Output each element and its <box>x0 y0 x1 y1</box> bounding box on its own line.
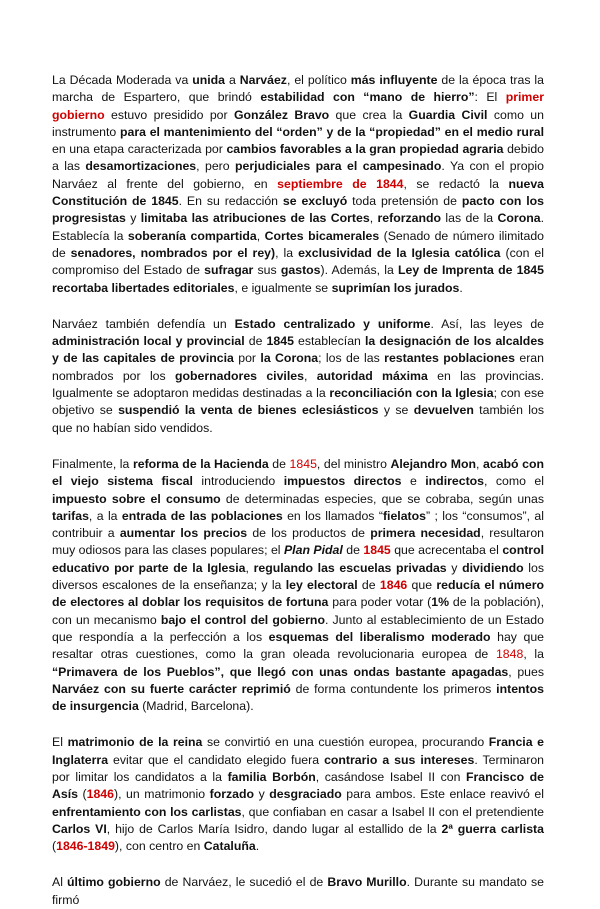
text-run: , se redactó la <box>403 176 509 191</box>
text-run: para poder votar ( <box>328 595 432 610</box>
bold-text: suspendió la venta de bienes eclesiásticos <box>118 403 379 418</box>
text-run: los diversos escalones de la enseñanza; y la <box>52 560 545 593</box>
text-run: de <box>268 456 290 471</box>
text-run: . Establecía la <box>52 211 544 243</box>
text-run: , <box>256 228 265 243</box>
text-run: , resultaron muy odiosos para las clases populares; el <box>52 526 544 558</box>
bold-text: dividiendo <box>462 560 524 575</box>
bold-text: para el mantenimiento del “orden” y de la “propiedad” en el medio rural <box>119 124 544 139</box>
bold-text: Francia e Inglaterra <box>52 735 544 767</box>
highlighted-text: 1846 <box>379 578 408 593</box>
bold-text: Ley de Imprenta de 1845 recortaba libertades editoriales <box>52 263 544 295</box>
text-run: ( <box>77 787 87 802</box>
text-run: , casándose Isabel II con <box>315 769 466 784</box>
text-run: e <box>401 474 426 489</box>
paragraph-estado-centralizado <box>52 316 544 437</box>
text-run: que acrecentaba el <box>390 543 503 558</box>
bold-text: esquemas del liberalismo moderado <box>268 629 491 644</box>
text-run: de los productos de <box>247 526 371 541</box>
text-run: ; con ese objetivo se <box>52 386 545 418</box>
text-run: estuvo presidido por <box>104 107 234 122</box>
bold-text: entrada de las poblaciones <box>121 508 283 523</box>
bold-text: estabilidad con “mano de hierro” <box>260 90 475 105</box>
text-run: : El <box>474 90 506 105</box>
text-run: , la <box>523 647 544 662</box>
bold-text: primera necesidad <box>370 526 481 541</box>
bold-text: Narváez con su fuerte carácter reprimió <box>52 681 291 696</box>
paragraph-decada-moderada <box>52 72 544 297</box>
text-run: (con el compromiso del Estado de <box>52 245 544 278</box>
bold-text: indirectos <box>425 474 485 489</box>
text-run: , <box>245 560 254 575</box>
bold-text: aumentar los precios <box>119 526 248 541</box>
bold-text: Narváez <box>239 73 287 87</box>
text-run: Finalmente, la <box>52 456 133 471</box>
text-run: introduciendo <box>192 474 284 489</box>
bold-text: sufragar <box>204 263 254 278</box>
text-run: que crea la <box>329 107 409 122</box>
highlighted-text: 1845 <box>363 543 391 558</box>
text-run: de <box>357 578 380 593</box>
text-run: , del ministro <box>316 456 391 471</box>
text-run: , a la <box>88 508 122 523</box>
text-run: (Senado de número ilimitado de <box>52 228 544 260</box>
bold-text: regulando las escuelas privadas <box>253 560 447 575</box>
bold-text: pacto con los progresistas <box>52 194 544 226</box>
bold-text: intentos de insurgencia <box>52 681 544 714</box>
bold-text: exclusividad de la Iglesia católica <box>298 245 501 260</box>
text-run: y se <box>378 403 414 418</box>
bold-text: contrario a sus intereses <box>324 752 475 767</box>
bold-text: impuestos directos <box>283 474 402 489</box>
text-run: sus <box>253 263 281 278</box>
bold-text: reducía el número de electores al doblar los requisitos de fortuna <box>52 578 544 610</box>
text-run: . Junto al establecimiento de un Estado que respondía a la perfección a los <box>52 612 544 644</box>
text-run: y <box>125 211 141 226</box>
highlighted-text: 1846-1849 <box>56 839 115 854</box>
bold-text: fielatos <box>382 508 426 523</box>
bold-text: 1845 <box>266 334 294 349</box>
text-run: . <box>255 839 260 854</box>
text-run: hay que resaltar otras cuestiones, como la gran oleada revolucionaria europea de <box>52 629 544 662</box>
text-run: ( <box>52 839 57 854</box>
text-run: evitar que el candidato elegido fuera <box>108 752 325 767</box>
bold-text: Bravo Murillo <box>327 875 407 890</box>
text-run: se convirtió en una cuestión europea, procurando <box>202 735 489 750</box>
text-run: , pues <box>508 664 544 679</box>
bold-text: gastos <box>280 263 321 278</box>
bold-text: último gobierno <box>67 875 161 890</box>
text-run: toda pretensión de <box>347 194 462 209</box>
highlighted-text: 1845 <box>289 456 317 471</box>
highlighted-text: septiembre de 1844 <box>277 176 404 191</box>
bold-text: más influyente <box>350 73 438 87</box>
text-run: , la <box>275 245 299 260</box>
text-run: de forma contundente los primeros <box>290 681 497 696</box>
text-run: las de la <box>441 211 498 226</box>
text-run: , <box>476 456 484 471</box>
bold-text: senadores, nombrados por el rey) <box>70 245 276 260</box>
bold-text: enfrentamiento con los carlistas <box>52 804 242 819</box>
text-run: (Madrid, Barcelona). <box>138 699 254 714</box>
text-run: , pero <box>196 159 236 174</box>
text-run: a <box>225 73 240 87</box>
bold-text: forzado <box>209 787 255 802</box>
text-run: de Narváez, le sucedió el de <box>160 875 328 890</box>
bold-text: limitaba las atribuciones de las Cortes <box>140 211 370 226</box>
bold-text: reconciliación con la Iglesia <box>329 386 494 401</box>
text-run: . Ya con el propio Narváez al frente del gobierno, en <box>52 159 544 191</box>
bold-text: tarifas <box>52 508 89 523</box>
bold-text: soberanía compartida <box>127 228 257 243</box>
bold-text: unida <box>192 73 226 87</box>
highlighted-text: 1846 <box>86 787 114 802</box>
text-run: también los que no habían sido vendidos. <box>52 403 544 435</box>
bold-text: desamortizaciones <box>85 159 197 174</box>
text-run: debido a las <box>52 142 545 174</box>
bold-text: autoridad máxima <box>316 368 428 383</box>
bold-text: Carlos VI <box>52 821 107 836</box>
bold-text: familia Borbón <box>227 769 316 784</box>
bold-text: Plan Pidal <box>283 543 343 558</box>
bold-text: “Primavera de los Pueblos”, que llegó con unas ondas bastante apagadas <box>52 664 509 679</box>
text-run: para ambos. Este enlace reavivó el <box>341 787 544 802</box>
text-run: ), un matrimonio <box>113 787 210 802</box>
paragraph-matrimonio-reina <box>52 734 544 855</box>
bold-text: Guardia Civil <box>408 107 488 122</box>
text-run: , <box>303 368 317 383</box>
bold-text: suprimían los jurados <box>331 280 460 295</box>
text-run: , e igualmente se <box>234 280 332 295</box>
text-run: . Terminaron por limitar los candidatos a la <box>52 752 545 784</box>
text-run: , como el <box>484 474 544 489</box>
bold-text: acabó con el viejo sistema fiscal <box>52 456 544 489</box>
bold-text: la designación de los alcaldes y de las capitales de provincia <box>52 334 544 366</box>
bold-text: 1% <box>431 595 450 610</box>
text-run: que <box>407 578 437 593</box>
bold-text: 2ª guerra carlista <box>441 821 544 836</box>
bold-text: control educativo por parte de la Iglesia <box>52 543 545 575</box>
text-run: establecían <box>293 334 365 349</box>
bold-text: cambios favorables a la gran propiedad agraria <box>226 142 504 157</box>
text-run: ), con centro en <box>114 839 204 854</box>
text-run: en los llamados “ <box>282 508 383 523</box>
text-run: de <box>342 543 364 558</box>
bold-text: devuelven <box>413 403 474 418</box>
paragraph-ultimo-gobierno <box>52 874 544 909</box>
text-run: ; los de las <box>318 351 385 366</box>
highlighted-text: 1848 <box>495 647 524 662</box>
bold-text: Corona <box>497 211 541 226</box>
text-run: y <box>446 560 463 575</box>
text-run: El <box>52 735 68 750</box>
bold-text: ley electoral <box>285 578 358 593</box>
bold-text: desgraciado <box>269 787 342 802</box>
text-run: de <box>244 334 267 349</box>
bold-text: administración local y provincial <box>52 334 245 349</box>
text-run: ). Además, la <box>320 263 399 278</box>
text-run: por <box>233 351 261 366</box>
bold-text: impuesto sobre el consumo <box>52 491 221 506</box>
text-run: y <box>254 787 270 802</box>
bold-text: bajo el control del gobierno <box>160 612 325 627</box>
bold-text: González Bravo <box>233 107 330 122</box>
text-run: en las provincias. Igualmente se adoptaron medidas destinadas a la <box>52 368 544 401</box>
text-run: Narváez también defendía un <box>52 316 235 331</box>
text-run: , <box>369 211 378 226</box>
text-run: . Durante su mandato se firmó <box>52 875 544 907</box>
bold-text: restantes poblaciones <box>384 351 515 366</box>
text-run: en una etapa caracterizada por <box>52 142 227 157</box>
paragraph-reforma-hacienda <box>52 456 544 715</box>
bold-text: Cortes bicamerales <box>264 228 380 243</box>
text-run: de la población), con un mecanismo <box>52 595 544 627</box>
text-run: eran nombrados por los <box>52 351 544 383</box>
highlighted-text: primer gobierno <box>52 90 544 122</box>
bold-text: Estado centralizado y uniforme <box>234 316 431 331</box>
bold-text: Alejandro Mon <box>390 456 477 471</box>
bold-text: reforma de la Hacienda <box>132 456 269 471</box>
text-run: Al <box>52 875 68 890</box>
text-run: La Década Moderada va <box>52 73 193 87</box>
text-run: de la época tras la marcha de Espartero, que brindó <box>52 73 544 105</box>
bold-text: nueva Constitución de 1845 <box>52 176 544 209</box>
bold-text: Cataluña <box>203 839 256 854</box>
bold-text: Francisco de Asís <box>52 769 545 802</box>
text-run: , hijo de Carlos María Isidro, dando lugar al estallido de la <box>106 821 442 836</box>
text-run: . En su redacción <box>178 194 283 209</box>
text-run: , que confiaban en casar a Isabel II con el pretendiente <box>241 804 545 819</box>
text-run: . <box>459 280 463 295</box>
text-run: ” ; los “consumos”, al contribuir a <box>52 508 544 541</box>
bold-text: reforzando <box>377 211 442 226</box>
bold-text: perjudiciales para el campesinado <box>235 159 442 174</box>
text-run: , el político <box>286 73 351 87</box>
bold-text: matrimonio de la reina <box>67 735 203 750</box>
bold-text: gobernadores civiles <box>175 368 304 383</box>
bold-text: se excluyó <box>282 194 348 209</box>
bold-text: la Corona <box>260 351 319 366</box>
text-run: de determinadas especies, que se cobraba, según unas <box>220 491 545 506</box>
text-run: como un instrumento <box>52 107 544 139</box>
text-run: . Así, las leyes de <box>430 316 544 331</box>
